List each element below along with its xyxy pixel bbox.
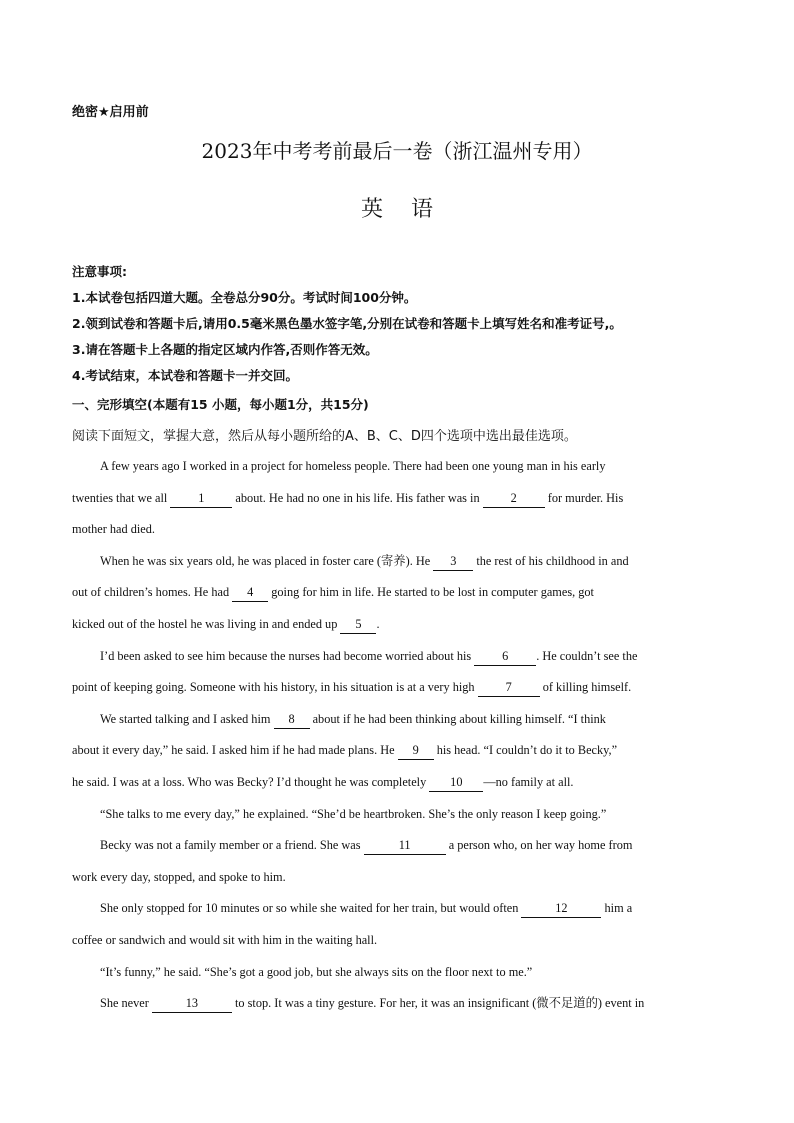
passage-line: coffee or sandwich and would sit with him in the waiting hall. bbox=[72, 932, 378, 947]
blank-10: 10 bbox=[429, 773, 483, 792]
blank-7: 7 bbox=[478, 678, 540, 697]
note-item: 3.请在答题卡上各题的指定区域内作答,否则作答无效。 bbox=[72, 342, 378, 357]
passage-line: Becky was not a family member or a friend. She was 11 a person who, on her way home from bbox=[72, 832, 722, 864]
passage-line: he said. I was at a loss. Who was Becky? I’d thought he was completely 10 —no family at all. bbox=[72, 769, 722, 801]
blank-6: 6 bbox=[474, 647, 536, 666]
passage-line: point of keeping going. Someone with his history, in his situation is at a very high 7 of killing himself. bbox=[72, 674, 722, 706]
passage-line: She only stopped for 10 minutes or so while she waited for her train, but would often 12 him a bbox=[72, 895, 722, 927]
blank-2: 2 bbox=[483, 489, 545, 508]
passage-line: When he was six years old, he was placed in foster care (寄养). He 3 the rest of his childhood in and bbox=[72, 548, 722, 580]
blank-9: 9 bbox=[398, 741, 434, 760]
note-item: 4.考试结束，本试卷和答题卡一并交回。 bbox=[72, 368, 298, 383]
section-instruction: 阅读下面短文，掌握大意，然后从每小题所给的A、B、C、D四个选项中选出最佳选项。 bbox=[72, 429, 577, 444]
note-item: 1.本试卷包括四道大题。全卷总分90分。考试时间100分钟。 bbox=[72, 290, 417, 305]
passage-line: We started talking and I asked him 8 about if he had been thinking about killing himself. “I think bbox=[72, 706, 722, 738]
passage-line: “She talks to me every day,” he explained. “She’d be heartbroken. She’s the only reason I keep going.” bbox=[100, 806, 607, 821]
passage-line: about it every day,” he said. I asked him if he had made plans. He 9 his head. “I couldn’t do it to Becky,” bbox=[72, 737, 722, 769]
blank-13: 13 bbox=[152, 994, 232, 1013]
blank-5: 5 bbox=[340, 615, 376, 634]
passage-line: twenties that we all 1 about. He had no one in his life. His father was in 2 for murder. His bbox=[72, 485, 722, 517]
blank-12: 12 bbox=[521, 899, 601, 918]
passage-line: A few years ago I worked in a project for homeless people. There had been one young man in his early bbox=[100, 459, 606, 473]
blank-1: 1 bbox=[170, 489, 232, 508]
notes-heading: 注意事项: bbox=[72, 264, 127, 279]
subject-title: 英语 bbox=[360, 197, 461, 222]
passage-line: mother had died. bbox=[72, 522, 155, 537]
passage-line: work every day, stopped, and spoke to him. bbox=[72, 869, 286, 884]
passage-line: “It’s funny,” he said. “She’s got a good job, but she always sits on the floor next to me.” bbox=[100, 964, 533, 979]
exam-notes bbox=[72, 263, 732, 393]
confidential-label: 绝密★启用前 bbox=[72, 105, 149, 120]
passage-line: out of children’s homes. He had 4 going for him in life. He started to be lost in computer games, got bbox=[72, 579, 722, 611]
cloze-passage bbox=[72, 453, 722, 1022]
blank-11: 11 bbox=[364, 836, 446, 855]
passage-line: kicked out of the hostel he was living in and ended up 5 . bbox=[72, 611, 722, 643]
passage-line: She never 13 to stop. It was a tiny gesture. For her, it was an insignificant (微不足道的) event in bbox=[72, 990, 722, 1022]
blank-8: 8 bbox=[274, 710, 310, 729]
blank-4: 4 bbox=[232, 583, 268, 602]
blank-3: 3 bbox=[433, 552, 473, 571]
section-heading: 一、完形填空(本题有15 小题，每小题1分，共15分) bbox=[72, 397, 369, 412]
exam-title: 2023年中考考前最后一卷（浙江温州专用） bbox=[201, 139, 593, 163]
note-item: 2.领到试卷和答题卡后,请用0.5毫米黑色墨水签字笔,分别在试卷和答题卡上填写姓名和准考证号,。 bbox=[72, 316, 622, 331]
passage-line: I’d been asked to see him because the nurses had become worried about his 6 . He couldn’t see the bbox=[72, 643, 722, 675]
